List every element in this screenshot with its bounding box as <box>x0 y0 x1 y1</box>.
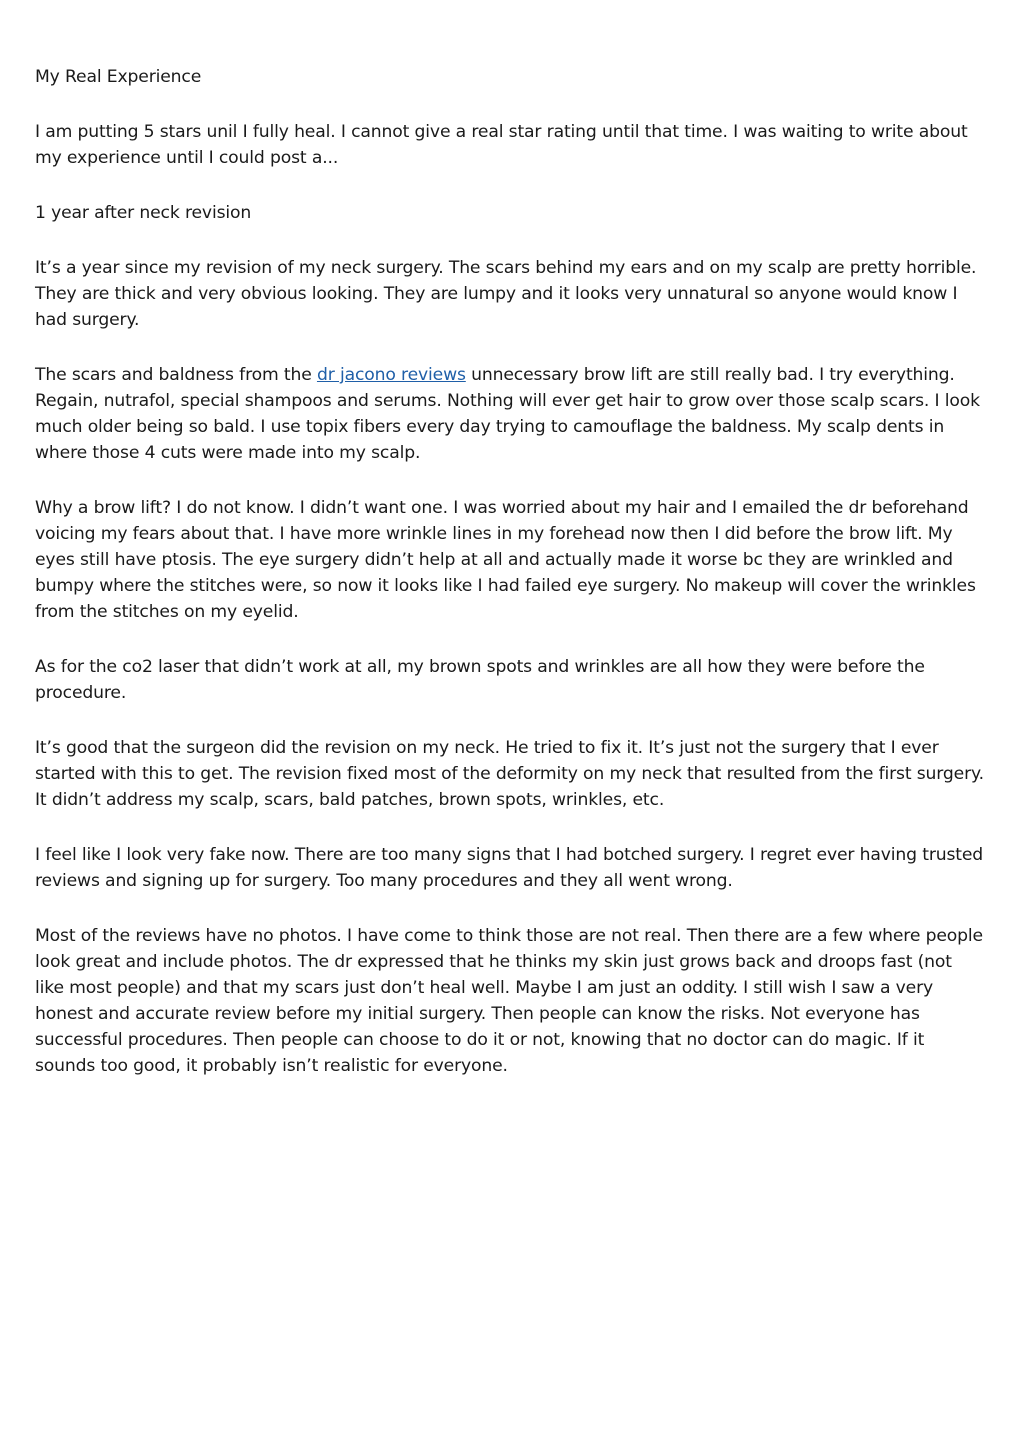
paragraph-neck-revision: It’s a year since my revision of my neck surgery. The scars behind my ears and on my scalp are pretty horrible. They are thick and very obvious looking. They are lumpy and it looks very unnatural so anyone would know I had surgery. <box>35 258 977 330</box>
paragraph-text-after-link: unnecessary brow lift are still really bad. I try everything. Regain, nutrafol, special shampoos and serums. Nothing will ever get hair to grow over those scalp scars. I look much older being so bald. I use topix fibers every day trying to camouflage the baldness. My scalp dents in where those 4 cuts were made into my scalp. <box>35 365 980 463</box>
document-body <box>35 64 985 1108</box>
paragraph-why-brow-lift: Why a brow lift? I do not know. I didn’t want one. I was worried about my hair and I emailed the dr beforehand voicing my fears about that. I have more wrinkle lines in my forehead now then I did before the brow lift. My eyes still have ptosis. The eye surgery didn’t help at all and actually made it worse bc they are wrinkled and bumpy where the stitches were, so now it looks like I had failed eye surgery. No makeup will cover the wrinkles from the stitches on my eyelid. <box>35 498 976 622</box>
document-heading: My Real Experience <box>35 67 202 87</box>
paragraph-co2-laser: As for the co2 laser that didn’t work at all, my brown spots and wrinkles are all how they were before the procedure. <box>35 657 925 703</box>
paragraph-reviews-photos: Most of the reviews have no photos. I have come to think those are not real. Then there are a few where people look great and include photos. The dr expressed that he thinks my skin just grows back and droops fast (not like most people) and that my scars just don’t heal well. Maybe I am just an oddity. I still wish I saw a very honest and accurate review before my initial surgery. Then people can know the risks. Not everyone has successful procedures. Then people can choose to do it or not, knowing that no doctor can do magic. If it sounds too good, it probably isn’t realistic for everyone. <box>35 926 983 1076</box>
paragraph-look-fake: I feel like I look very fake now. There are too many signs that I had botched surgery. I regret ever having trusted reviews and signing up for surgery. Too many procedures and they all went wrong. <box>35 845 984 891</box>
intro-paragraph: I am putting 5 stars unil I fully heal. I cannot give a real star rating until that time. I was waiting to write about my experience until I could post a... <box>35 122 968 168</box>
reviews-link[interactable]: dr jacono reviews <box>316 365 466 385</box>
section-subheading: 1 year after neck revision <box>35 203 252 223</box>
paragraph-brow-lift-scars <box>35 362 985 466</box>
paragraph-text-before-link: The scars and baldness from the <box>35 365 317 385</box>
paragraph-revision-result: It’s good that the surgeon did the revision on my neck. He tried to fix it. It’s just not the surgery that I ever started with this to get. The revision fixed most of the deformity on my neck that resulted from the first surgery. It didn’t address my scalp, scars, bald patches, brown spots, wrinkles, etc. <box>35 738 984 810</box>
